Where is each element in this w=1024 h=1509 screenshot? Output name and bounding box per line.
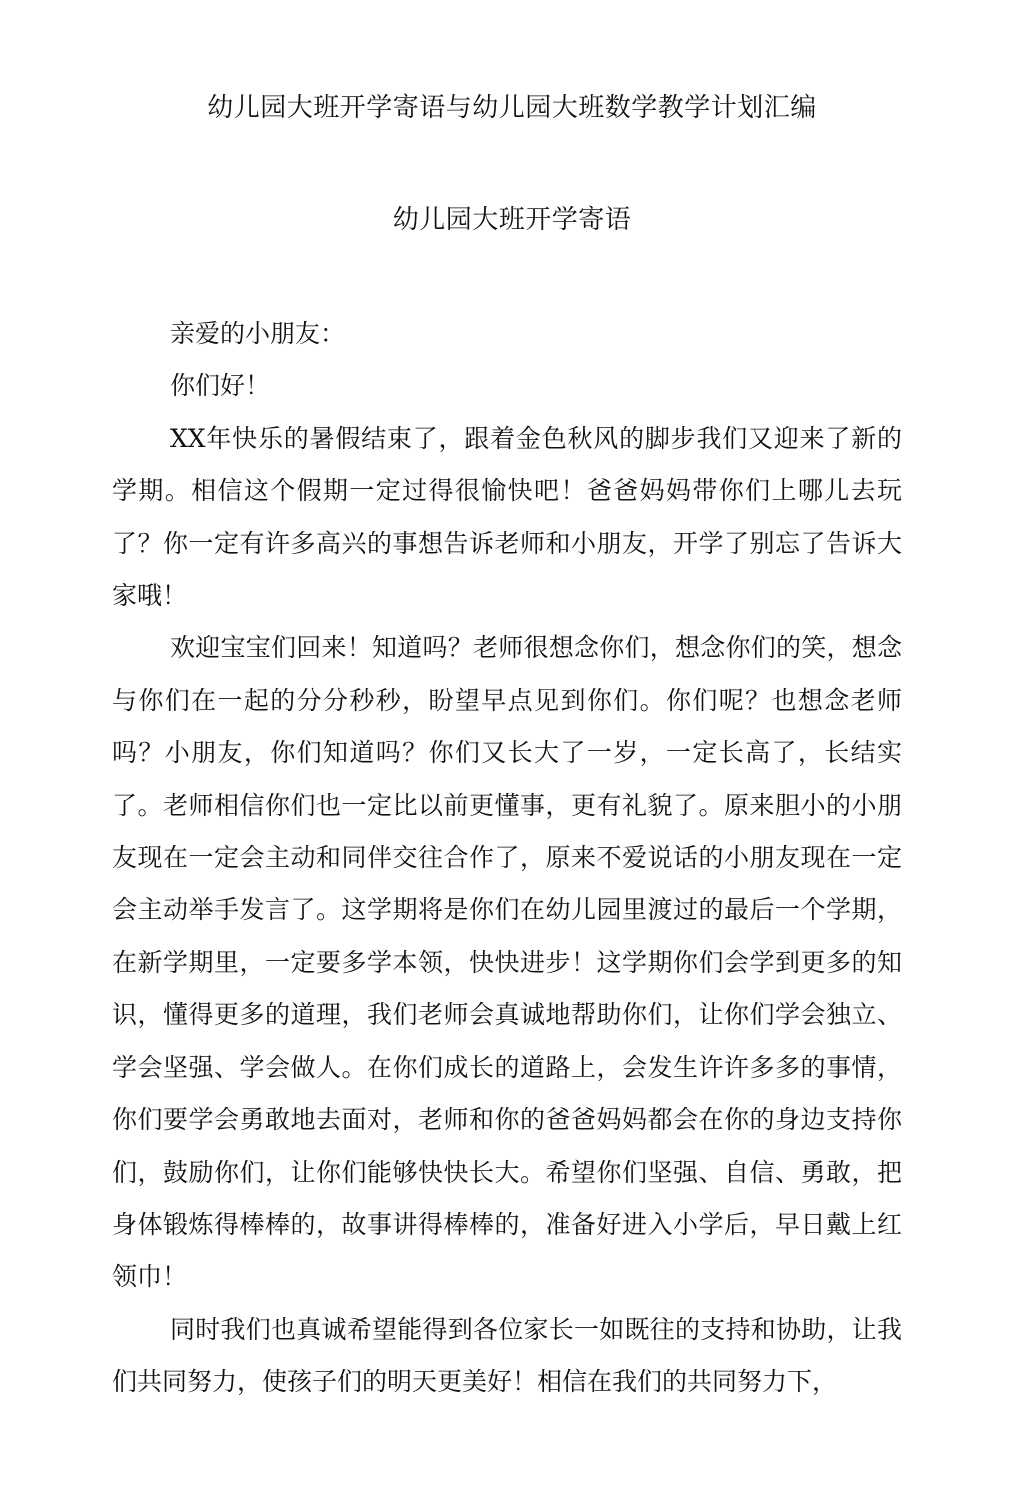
greeting: 你们好！ bbox=[170, 371, 271, 401]
paragraph: 欢迎宝宝们回来！知道吗？老师很想念你们，想念你们的笑，想念与你们在一起的分分秒秒，盼望早点见到你们。你们呢？也想念老师吗？小朋友，你们知道吗？你们又长大了一岁，一定长高了，长结实了。老师相信你们也一定比以前更懂事，更有礼貌了。原来胆小的小朋友现在一定会主动和同伴交往合作了，原来不爱说话的小朋友现在一定会主动举手发言了。这学期将是你们在幼儿园里渡过的最后一个学期，在新学期里，一定要多学本领，快快进步！这学期你们会学到更多的知识，懂得更多的道理，我们老师会真诚地帮助你们，让你们学会独立、学会坚强、学会做人。在你们成长的道路上，会发生许许多多的事情，你们要学会勇敢地去面对，老师和你的爸爸妈妈都会在你的身边支持你们，鼓励你们，让你们能够快快长大。希望你们坚强、自信、勇敢，把身体锻炼得棒棒的，故事讲得棒棒的，准备好进入小学后，早日戴上红领巾！ bbox=[112, 633, 902, 1292]
document-body bbox=[112, 308, 902, 1409]
section-title: 幼儿园大班开学寄语 bbox=[392, 205, 632, 235]
paragraph: XX年快乐的暑假结束了，跟着金色秋风的脚步我们又迎来了新的学期。相信这个假期一定过得很愉快吧！爸爸妈妈带你们上哪儿去玩了？你一定有许多高兴的事想告诉老师和小朋友，开学了别忘了告诉大家哦！ bbox=[112, 423, 902, 611]
paragraph: 同时我们也真诚希望能得到各位家长一如既往的支持和协助，让我们共同努力，使孩子们的明天更美好！相信在我们的共同努力下， bbox=[112, 1314, 902, 1397]
salutation: 亲爱的小朋友： bbox=[170, 319, 346, 348]
document-title: 幼儿园大班开学寄语与幼儿园大班数学教学计划汇编 bbox=[207, 93, 817, 123]
